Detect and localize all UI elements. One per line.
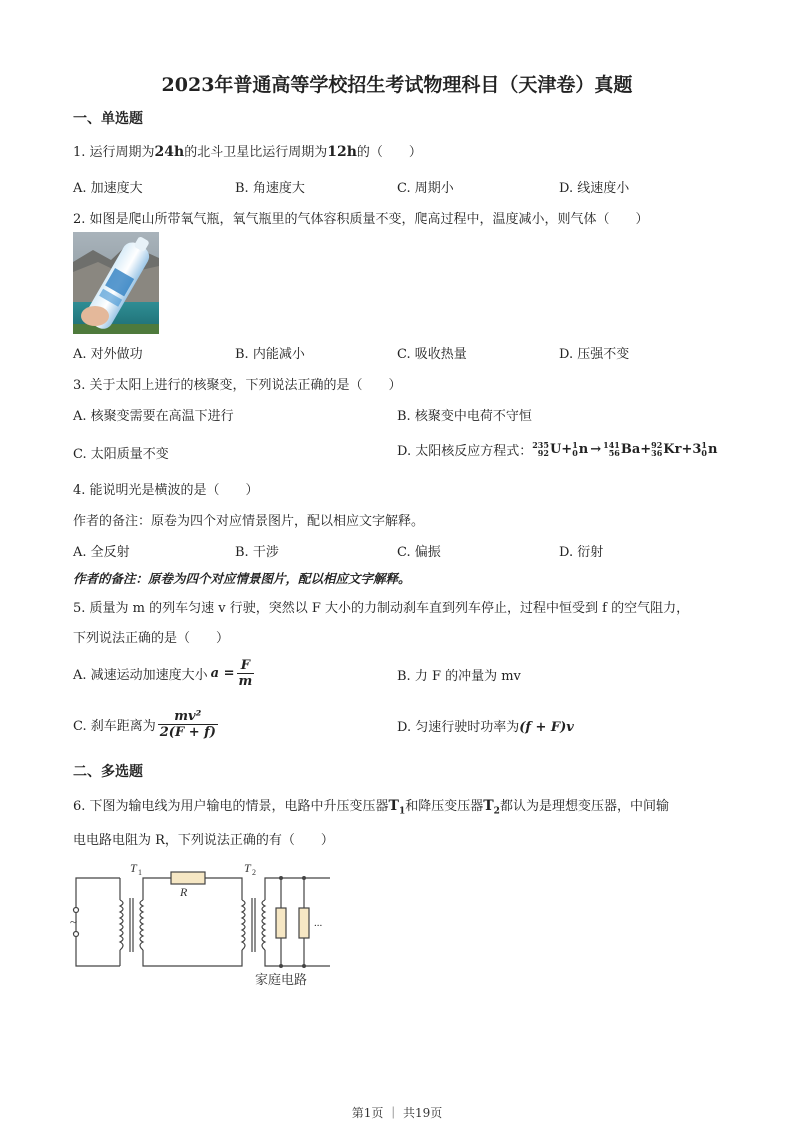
section-heading-single: 一、单选题 [73, 111, 143, 127]
u-symbol: U [549, 441, 562, 457]
q1-option-c: C. 周期小 [397, 181, 454, 196]
circuit-label-t2: T [244, 861, 251, 875]
q2-option-a: A. 对外做功 [73, 347, 143, 362]
q5-option-d-expression: (f + F)v [519, 720, 574, 735]
plus-sign-3: + [681, 441, 693, 457]
question-5-stem-line-2: 下列说法正确的是（ ） [73, 631, 230, 646]
circuit-label-t2-sub: 2 [252, 868, 256, 877]
q5-option-c-denominator: 2(F + f) [159, 724, 216, 740]
question-1-stem [73, 141, 422, 160]
q4-option-b: B. 干涉 [235, 545, 279, 560]
q5-option-c-fraction [158, 709, 218, 740]
q4-option-d: D. 衍射 [559, 545, 604, 560]
page-footer: 第1页 ｜ 共19页 [351, 1106, 443, 1120]
kr-charge: 36 [651, 448, 663, 458]
kr-symbol: Kr [663, 441, 682, 457]
q6-t2: T [483, 798, 494, 814]
q6-t1-sub: 1 [398, 806, 406, 817]
q1-period-1: 24h [154, 144, 185, 160]
q3-option-c: C. 太阳质量不变 [73, 447, 169, 462]
q2-option-c: C. 吸收热量 [397, 347, 467, 362]
q5-option-a-fraction [237, 658, 255, 689]
n1-charge: 0 [572, 448, 578, 458]
q5-option-c-label: C. 刹车距离为 [73, 718, 156, 734]
q5-option-a [73, 653, 256, 693]
u-charge: 92 [537, 448, 549, 458]
kr-mass: 92 [651, 440, 663, 450]
n2-charge: 0 [701, 448, 707, 458]
ba-charge: 56 [608, 448, 620, 458]
q2-option-b: B. 内能减小 [235, 347, 305, 362]
nuclear-equation [532, 441, 717, 457]
q5-option-d [397, 716, 574, 735]
home-circuit-label: 家庭电路 [255, 973, 308, 988]
more-loads-ellipsis: ... [314, 917, 323, 929]
q5-option-a-numerator: F [237, 658, 255, 674]
circuit-label-r: R [180, 885, 188, 899]
q5-option-b: B. 力 F 的冲量为 mv [397, 669, 521, 684]
question-4-stem: 4. 能说明光是横波的是（ ） [73, 483, 259, 498]
ba-symbol: Ba [620, 441, 641, 457]
q4-option-c: C. 偏振 [397, 545, 441, 560]
plus-sign: + [561, 441, 573, 457]
n2-mass: 1 [701, 440, 707, 450]
n1-mass: 1 [572, 440, 578, 450]
q1-option-b: B. 角速度大 [235, 181, 305, 196]
q1-text-post: 的（ ） [356, 145, 422, 160]
q5-option-c-numerator: mv² [158, 709, 218, 725]
reaction-arrow: → [590, 441, 602, 457]
question-3-stem: 3. 关于太阳上进行的核聚变，下列说法正确的是（ ） [73, 378, 402, 393]
q5-option-a-lhs: a = [210, 665, 235, 681]
section-heading-multi: 二、多选题 [73, 764, 143, 780]
circuit-label-t1-sub: 1 [138, 868, 142, 877]
q1-option-d: D. 线速度小 [559, 181, 630, 196]
question-6-stem-line-2: 电电路电阻为 R，下列说法正确的有（ ） [73, 833, 334, 848]
q1-text-mid: 的北斗卫星比运行周期为 [184, 145, 328, 160]
question-6-stem-line-1 [73, 795, 669, 817]
oxygen-bottle-photo [73, 232, 159, 334]
q6-text-mid: 和降压变压器 [405, 799, 484, 814]
q3-option-d [397, 436, 717, 462]
q5-option-a-denominator: m [238, 673, 253, 689]
q4-author-note-bold: 作者的备注：原卷为四个对应情景图片，配以相应文字解释。 [73, 571, 411, 586]
q4-author-note: 作者的备注：原卷为四个对应情景图片，配以相应文字解释。 [73, 514, 425, 529]
ac-source-symbol: ~ [70, 914, 78, 929]
question-2-stem: 2. 如图是爬山所带氧气瓶，氧气瓶里的气体容积质量不变，爬高过程中，温度减小，则气体（ ） [73, 212, 649, 227]
n1-symbol: n [578, 441, 589, 457]
neutron-coefficient: 3 [692, 441, 702, 457]
q5-option-a-label: A. 减速运动加速度大小 [73, 667, 208, 683]
u-mass: 235 [532, 440, 549, 450]
q6-text-pre: 6. 下图为输电线为用户输电的情景，电路中升压变压器 [73, 799, 389, 814]
n2-symbol: n [707, 441, 718, 457]
q2-option-d: D. 压强不变 [559, 347, 630, 362]
q1-period-2: 12h [327, 144, 357, 160]
q1-option-a: A. 加速度大 [73, 181, 143, 196]
q4-option-a: A. 全反射 [73, 545, 130, 560]
q3-option-a: A. 核聚变需要在高温下进行 [73, 409, 234, 424]
q6-text-post: 都认为是理想变压器，中间输 [499, 799, 669, 814]
q6-t2-sub: 2 [493, 806, 500, 817]
q5-option-c [73, 703, 220, 745]
q1-text-pre: 1. 运行周期为 [73, 145, 155, 160]
ba-mass: 141 [603, 440, 620, 450]
circuit-label-t1: T [130, 861, 137, 875]
q5-option-d-label: D. 匀速行驶时功率为 [397, 720, 520, 735]
transmission-circuit-diagram [68, 858, 338, 993]
q6-t1: T [388, 798, 399, 814]
plus-sign-2: + [640, 441, 652, 457]
q3-option-d-label: D. 太阳核反应方程式： [397, 443, 533, 459]
q3-option-b: B. 核聚变中电荷不守恒 [397, 409, 532, 424]
page-title: 2023年普通高等学校招生考试物理科目（天津卷）真题 [161, 74, 633, 96]
question-5-stem-line-1: 5. 质量为 m 的列车匀速 v 行驶，突然以 F 大小的力制动刹车直到列车停止，过程中恒受到 f 的空气阻力， [73, 601, 690, 616]
